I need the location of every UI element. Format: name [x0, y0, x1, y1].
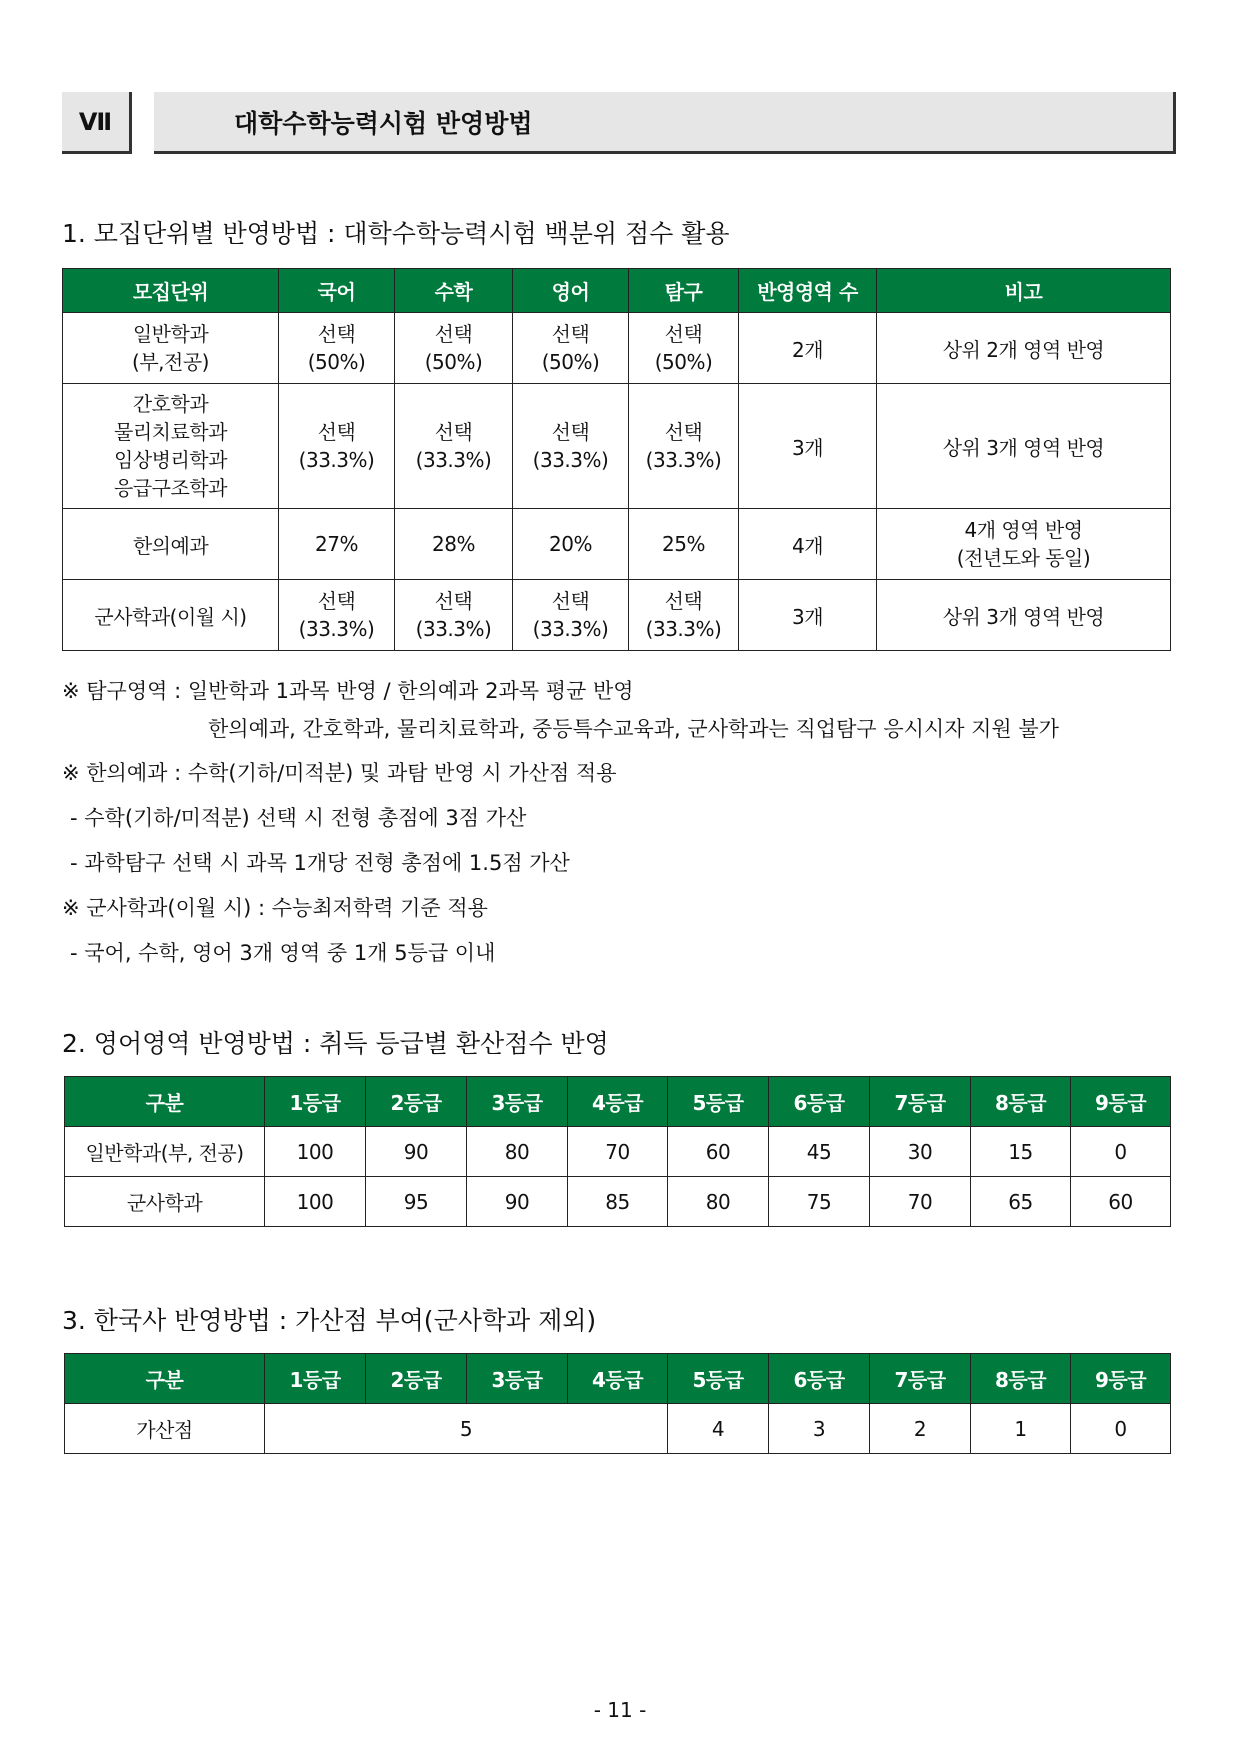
value-cell: 선택 (33.3%)	[279, 580, 395, 651]
header-grade-5: 5등급	[668, 1077, 769, 1127]
header-grade-8: 8등급	[971, 1354, 1071, 1404]
score-cell: 60	[1071, 1177, 1171, 1227]
unit-cell: 군사학과(이월 시)	[63, 580, 279, 651]
unit-cell: 간호학과 물리치료학과 임상병리학과 응급구조학과	[63, 384, 279, 509]
header-grade-8: 8등급	[971, 1077, 1071, 1127]
value-cell: 선택 (33.3%)	[279, 384, 395, 509]
table-row	[65, 1177, 1171, 1227]
header-grade-6: 6등급	[769, 1077, 870, 1127]
header-unit: 모집단위	[63, 269, 279, 313]
chapter-title: 대학수학능력시험 반영방법	[154, 92, 1176, 154]
score-cell: 0	[1071, 1127, 1171, 1177]
note-inquiry-restriction: 한의예과, 간호학과, 물리치료학과, 중등특수교육과, 군사학과는 직업탐구 응시시자 지원 불가	[208, 717, 1059, 741]
chapter-number: Ⅶ	[62, 92, 132, 154]
header-grade-9: 9등급	[1071, 1077, 1171, 1127]
value-cell: 선택 (50%)	[279, 313, 395, 384]
count-cell: 3개	[739, 384, 877, 509]
header-grade-4: 4등급	[568, 1077, 668, 1127]
score-cell: 70	[870, 1177, 971, 1227]
table-row	[63, 313, 1171, 384]
value-cell: 선택 (33.3%)	[513, 580, 629, 651]
row-label: 일반학과(부, 전공)	[65, 1127, 265, 1177]
score-cell: 70	[568, 1127, 668, 1177]
header-grade-9: 9등급	[1071, 1354, 1171, 1404]
note-math-bonus: - 수학(기하/미적분) 선택 시 전형 총점에 3점 가산	[70, 806, 527, 830]
score-cell: 75	[769, 1177, 870, 1227]
header-english: 영어	[513, 269, 629, 313]
count-cell: 2개	[739, 313, 877, 384]
value-cell: 선택 (33.3%)	[395, 580, 513, 651]
header-inquiry: 탐구	[629, 269, 739, 313]
bonus-cell: 4	[668, 1404, 769, 1454]
note-science-bonus: - 과학탐구 선택 시 과목 1개당 전형 총점에 1.5점 가산	[70, 851, 570, 875]
value-cell: 선택 (33.3%)	[395, 384, 513, 509]
table-row	[65, 1127, 1171, 1177]
header-grade-7: 7등급	[870, 1354, 971, 1404]
score-cell: 100	[265, 1177, 366, 1227]
unit-cell: 한의예과	[63, 509, 279, 580]
bonus-cell: 1	[971, 1404, 1071, 1454]
value-cell: 27%	[279, 509, 395, 580]
header-math: 수학	[395, 269, 513, 313]
score-cell: 90	[366, 1127, 467, 1177]
header-grade-1: 1등급	[265, 1077, 366, 1127]
header-grade-3: 3등급	[467, 1354, 568, 1404]
header-grade-2: 2등급	[366, 1354, 467, 1404]
note-military-criteria: - 국어, 수학, 영어 3개 영역 중 1개 5등급 이내	[70, 941, 496, 965]
value-cell: 선택 (50%)	[395, 313, 513, 384]
header-category: 구분	[65, 1354, 265, 1404]
score-cell: 15	[971, 1127, 1071, 1177]
header-grade-7: 7등급	[870, 1077, 971, 1127]
table-row	[63, 580, 1171, 651]
header-remark: 비고	[877, 269, 1171, 313]
section3-table	[64, 1353, 1171, 1454]
value-cell: 선택 (50%)	[513, 313, 629, 384]
score-cell: 80	[668, 1177, 769, 1227]
note-military: ※ 군사학과(이월 시) : 수능최저학력 기준 적용	[62, 896, 488, 920]
header-area-count: 반영영역 수	[739, 269, 877, 313]
page-number: - 11 -	[593, 1698, 647, 1722]
header-grade-1: 1등급	[265, 1354, 366, 1404]
value-cell: 선택 (33.3%)	[513, 384, 629, 509]
note-oriental-medicine: ※ 한의예과 : 수학(기하/미적분) 및 과탐 반영 시 가산점 적용	[62, 761, 617, 785]
header-grade-5: 5등급	[668, 1354, 769, 1404]
note-inquiry: ※ 탐구영역 : 일반학과 1과목 반영 / 한의예과 2과목 평균 반영	[62, 679, 634, 703]
chapter-header	[62, 92, 1176, 154]
header-grade-4: 4등급	[568, 1354, 668, 1404]
score-cell: 30	[870, 1127, 971, 1177]
unit-cell: 일반학과 (부,전공)	[63, 313, 279, 384]
row-label: 가산점	[65, 1404, 265, 1454]
section1-table	[62, 268, 1171, 651]
value-cell: 선택 (50%)	[629, 313, 739, 384]
bonus-cell: 0	[1071, 1404, 1171, 1454]
score-cell: 85	[568, 1177, 668, 1227]
value-cell: 28%	[395, 509, 513, 580]
remark-cell: 4개 영역 반영 (전년도와 동일)	[877, 509, 1171, 580]
header-grade-3: 3등급	[467, 1077, 568, 1127]
header-grade-2: 2등급	[366, 1077, 467, 1127]
value-cell: 선택 (33.3%)	[629, 384, 739, 509]
table-row	[63, 509, 1171, 580]
remark-cell: 상위 2개 영역 반영	[877, 313, 1171, 384]
table-row	[65, 1404, 1171, 1454]
header-grade-6: 6등급	[769, 1354, 870, 1404]
section3-heading: 3. 한국사 반영방법 : 가산점 부여(군사학과 제외)	[62, 1306, 597, 1335]
header-korean: 국어	[279, 269, 395, 313]
row-label: 군사학과	[65, 1177, 265, 1227]
bonus-cell: 2	[870, 1404, 971, 1454]
section2-heading: 2. 영어영역 반영방법 : 취득 등급별 환산점수 반영	[62, 1029, 609, 1058]
score-cell: 80	[467, 1127, 568, 1177]
header-category: 구분	[65, 1077, 265, 1127]
section1-heading: 1. 모집단위별 반영방법 : 대학수학능력시험 백분위 점수 활용	[62, 219, 730, 248]
remark-cell: 상위 3개 영역 반영	[877, 580, 1171, 651]
score-cell: 65	[971, 1177, 1071, 1227]
count-cell: 3개	[739, 580, 877, 651]
value-cell: 25%	[629, 509, 739, 580]
table-row	[63, 384, 1171, 509]
remark-cell: 상위 3개 영역 반영	[877, 384, 1171, 509]
count-cell: 4개	[739, 509, 877, 580]
bonus-cell-merged: 5	[265, 1404, 668, 1454]
score-cell: 60	[668, 1127, 769, 1177]
score-cell: 90	[467, 1177, 568, 1227]
value-cell: 20%	[513, 509, 629, 580]
section2-table	[64, 1076, 1171, 1227]
score-cell: 100	[265, 1127, 366, 1177]
score-cell: 95	[366, 1177, 467, 1227]
bonus-cell: 3	[769, 1404, 870, 1454]
score-cell: 45	[769, 1127, 870, 1177]
value-cell: 선택 (33.3%)	[629, 580, 739, 651]
